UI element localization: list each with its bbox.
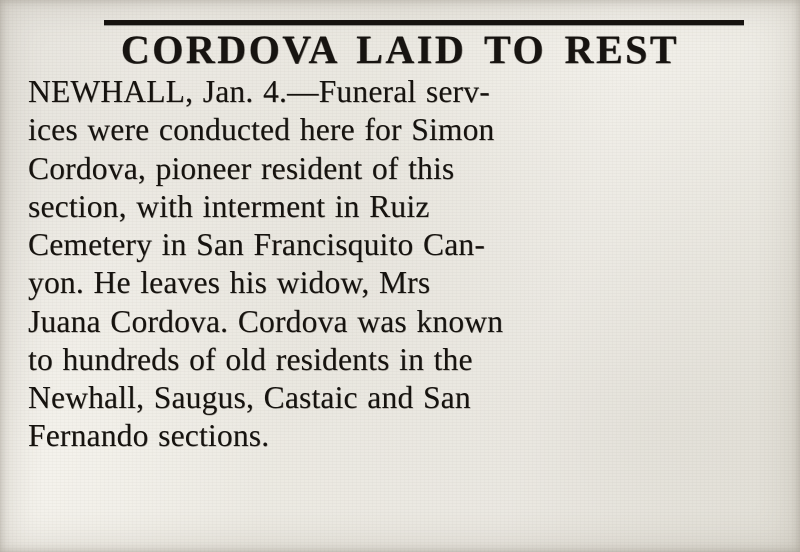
headline-rule <box>104 20 744 25</box>
body-line: Cordova, pioneer resident of this <box>28 150 455 186</box>
body-line: yon. He leaves his widow, Mrs <box>28 265 431 301</box>
body-line: NEWHALL, Jan. 4.—Funeral serv- <box>28 74 490 109</box>
headline: CORDOVA LAID TO REST <box>120 27 680 72</box>
body-line: Juana Cordova. Cordova was known <box>28 303 504 339</box>
body-line: section, with interment in Ruiz <box>28 188 430 224</box>
body-line: Newhall, Saugus, Castaic and San <box>28 380 471 416</box>
body-line: to hundreds of old residents in the <box>28 341 473 377</box>
body-line: Cemetery in San Francisquito Can- <box>28 227 486 263</box>
article-body <box>26 73 774 456</box>
body-line: ices were conducted here for Simon <box>28 112 495 148</box>
body-line: Fernando sections. <box>28 418 270 454</box>
